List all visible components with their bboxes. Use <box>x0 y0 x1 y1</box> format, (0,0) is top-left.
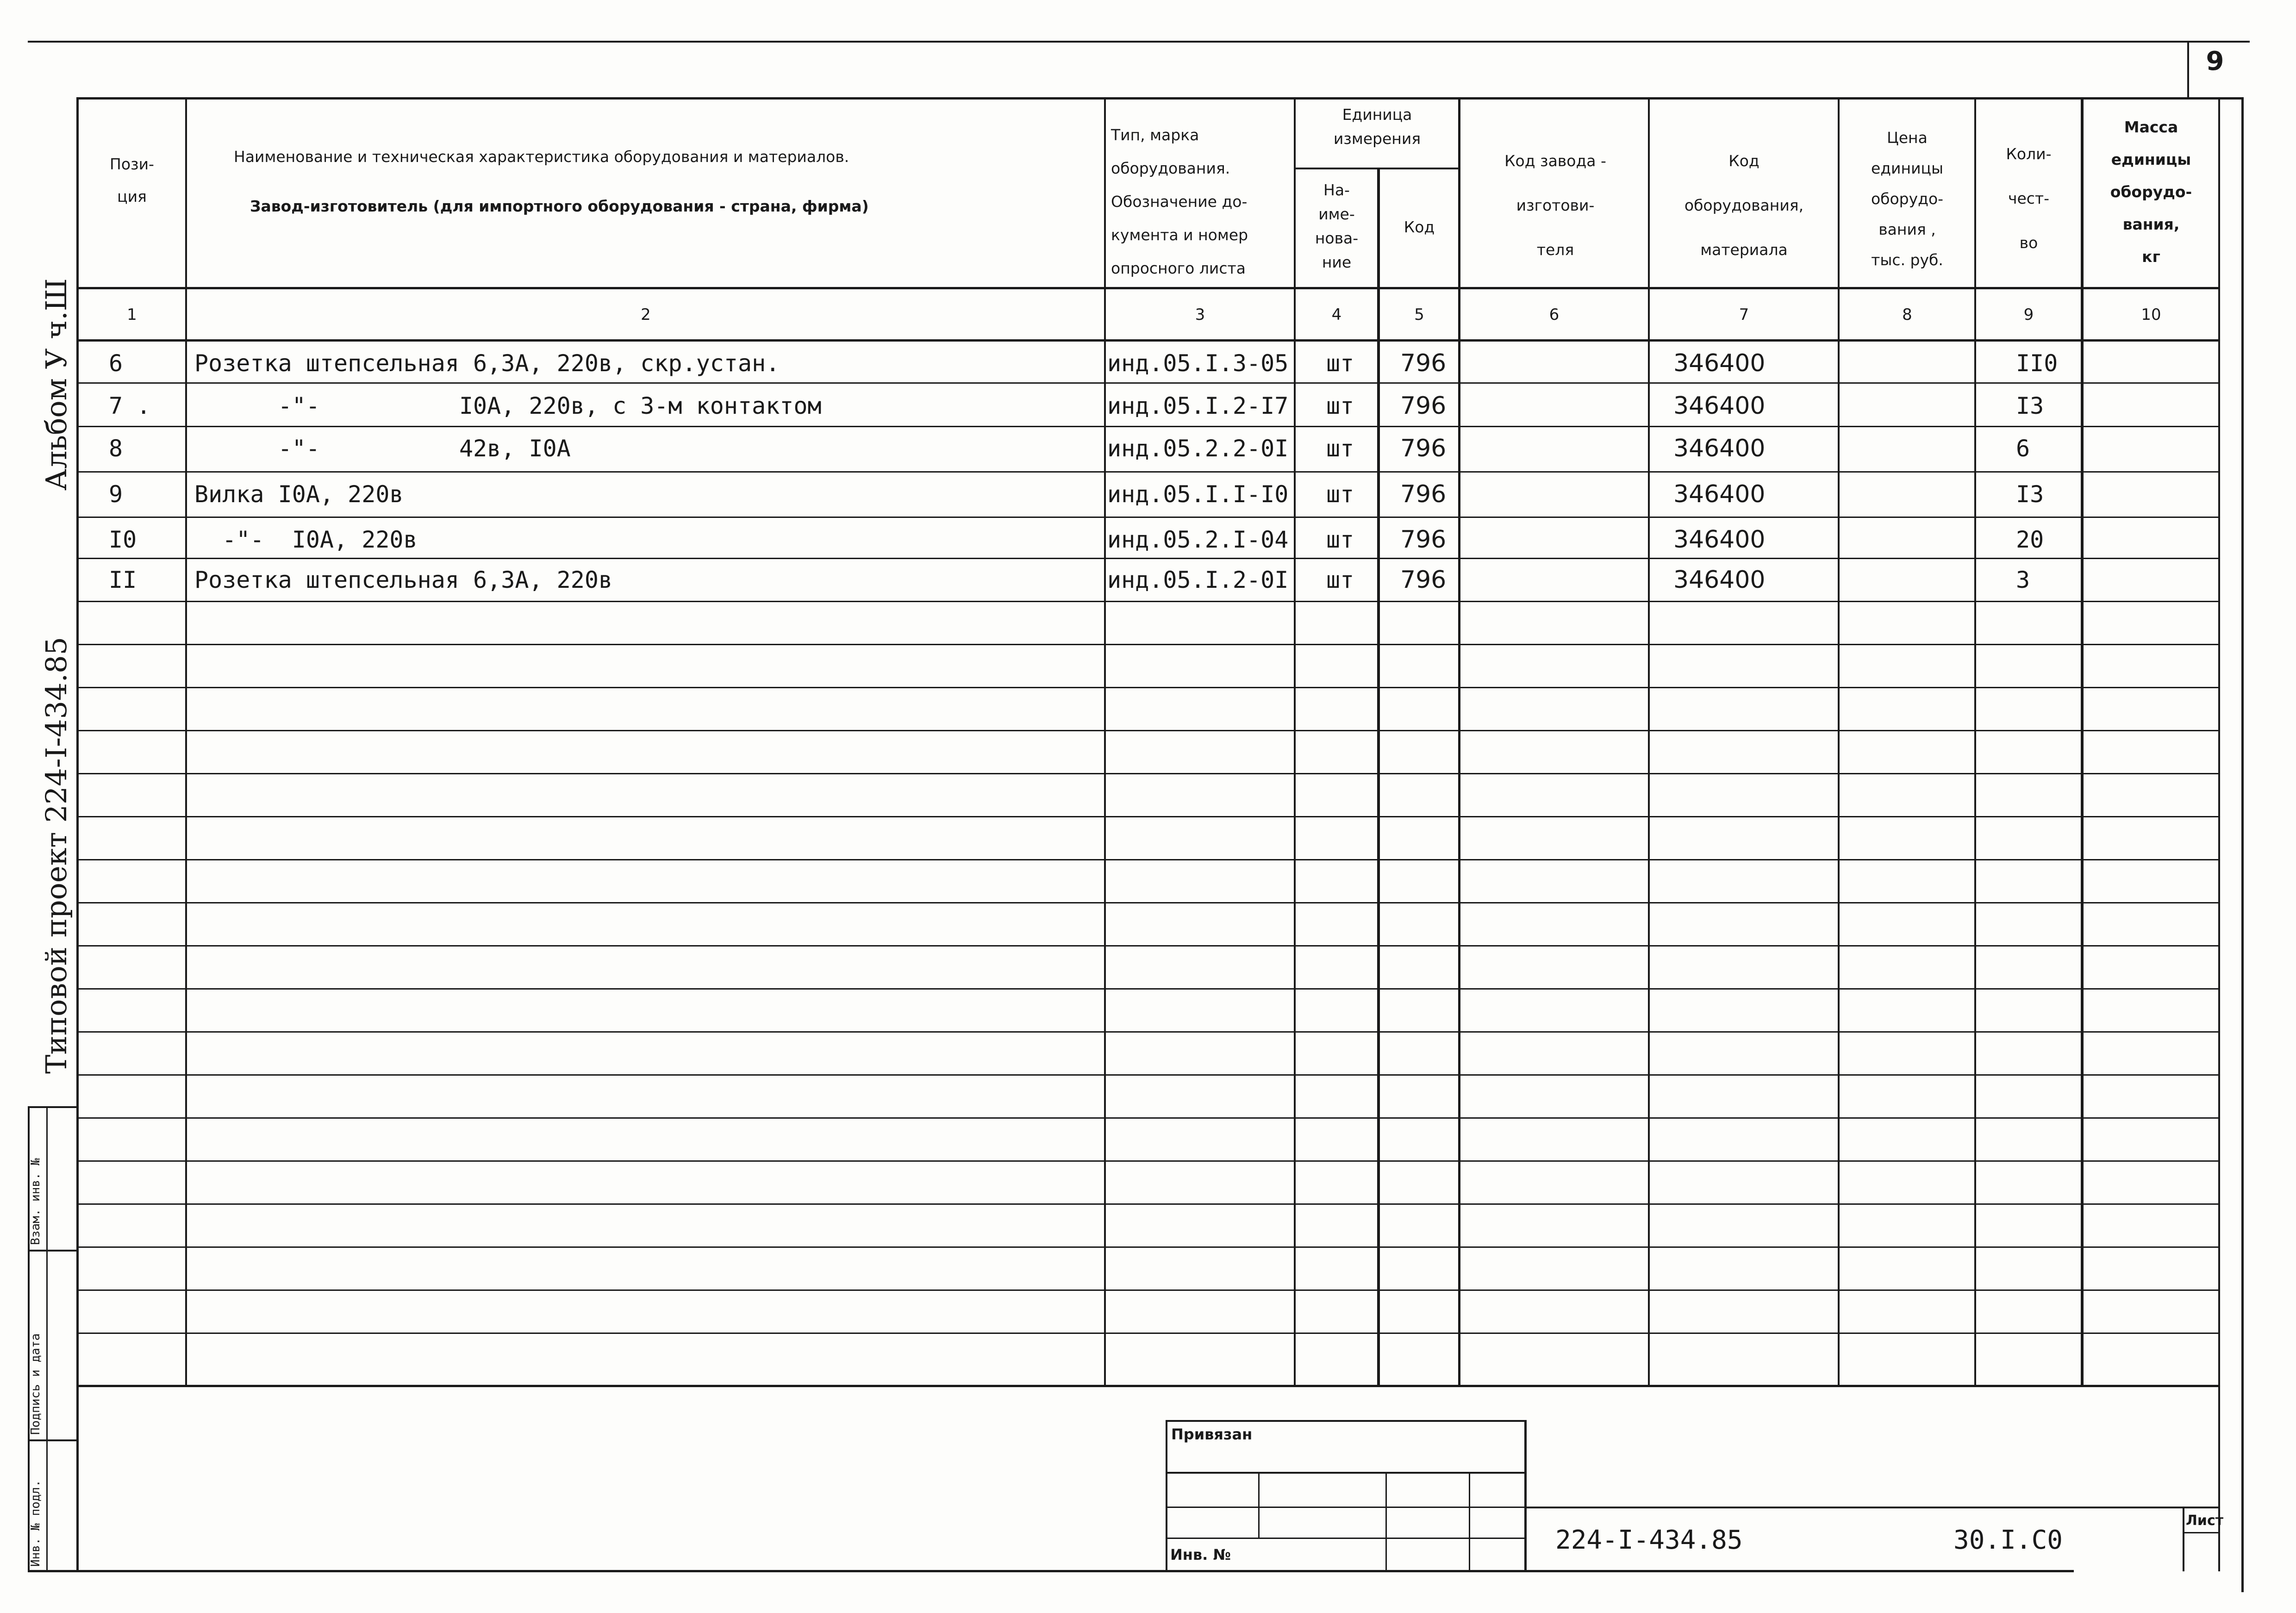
margin-stamp-inventory: Инв. № подл. <box>29 1480 43 1567</box>
title-mark: 30.I.C0 <box>1953 1525 2063 1555</box>
row-line <box>76 1074 2220 1076</box>
row-quantity: II0 <box>2016 350 2058 377</box>
row-position: II <box>109 567 137 593</box>
header-name-line2: Завод-изготовитель (для импортного оборудования - страна, фирма) <box>250 197 869 215</box>
header-quantity: Коли- чест- во <box>2006 145 2052 252</box>
row-unit: шт <box>1326 567 1354 593</box>
tb-line <box>1166 1507 1526 1508</box>
tb-line <box>1524 1420 1527 1571</box>
header-unit-code: Код <box>1404 218 1435 236</box>
tb-line <box>2183 1507 2184 1571</box>
margin-stamp-replace: Взам. инв. № <box>29 1158 43 1245</box>
vline-9 <box>2081 97 2084 1386</box>
row-unit-code: 796 <box>1400 435 1447 462</box>
row-name: -"- I0А, 220в <box>194 526 418 553</box>
margin-stamp-signature: Подпись и дата <box>29 1333 43 1435</box>
row-line <box>76 1160 2220 1162</box>
header-mass: Масса единицы оборудо- вания, кг <box>2110 118 2192 266</box>
title-inv-label: Инв. № <box>1170 1546 1231 1563</box>
row-position: 7 . <box>109 392 151 419</box>
row-line <box>76 471 2220 473</box>
header-name-line1: Наименование и техническая характеристика оборудования и материалов. <box>234 148 849 166</box>
row-line <box>76 1289 2220 1291</box>
header-equipment-code: Код оборудования, материала <box>1684 152 1804 259</box>
row-name: Розетка штепсельная 6,3А, 220в <box>194 567 613 593</box>
column-number: 6 <box>1549 305 1560 324</box>
tb-line <box>1258 1472 1260 1538</box>
margin-box-line <box>28 1439 79 1441</box>
column-number: 10 <box>2141 305 2161 324</box>
table-bottom <box>76 1385 2220 1387</box>
row-quantity: 20 <box>2016 526 2044 553</box>
row-line <box>76 1203 2220 1205</box>
row-line <box>76 859 2220 860</box>
header-unit-group: Единица измерения <box>1333 106 1421 148</box>
row-equipment-code: 346400 <box>1673 349 1766 377</box>
frame-top <box>76 97 2243 100</box>
row-type: инд.05.2.2-0I <box>1107 435 1289 462</box>
row-name: Вилка I0А, 220в <box>194 481 404 508</box>
vline-2 <box>1104 97 1106 1386</box>
row-type: инд.05.I.3-05 <box>1107 350 1289 377</box>
row-line <box>76 730 2220 731</box>
column-number: 7 <box>1739 305 1749 324</box>
column-number: 4 <box>1331 305 1342 324</box>
row-unit-code: 796 <box>1400 566 1447 594</box>
tb-line <box>2183 1532 2220 1533</box>
row-quantity: I3 <box>2016 392 2044 419</box>
row-equipment-code: 346400 <box>1673 526 1766 554</box>
row-type: инд.05.I.2-I7 <box>1107 392 1289 419</box>
row-unit: шт <box>1326 435 1354 462</box>
row-line <box>76 816 2220 817</box>
margin-album: Альбом У ч.Ш <box>39 278 73 491</box>
row-position: I0 <box>109 526 137 553</box>
margin-box-inner <box>46 1106 48 1571</box>
tb-line <box>1166 1420 1526 1422</box>
row-position: 6 <box>109 350 123 377</box>
row-equipment-code: 346400 <box>1673 480 1766 508</box>
top-border <box>28 41 2250 43</box>
column-number: 8 <box>1902 305 1912 324</box>
row-line <box>76 1117 2220 1119</box>
column-number: 3 <box>1195 305 1205 324</box>
row-line <box>76 902 2220 903</box>
header-price: Цена единицы оборудо- вания , тыс. руб. <box>1871 129 1944 269</box>
table-right <box>2218 97 2220 1571</box>
margin-box-line <box>28 1250 79 1252</box>
header-position: Пози- ция <box>110 155 154 206</box>
row-unit-code: 796 <box>1400 480 1447 508</box>
tb-line <box>1166 1472 1526 1474</box>
column-number: 9 <box>2023 305 2034 324</box>
row-line <box>76 1333 2220 1334</box>
margin-box-line <box>28 1106 79 1108</box>
row-position: 9 <box>109 481 123 508</box>
column-number: 5 <box>1414 305 1424 324</box>
sheet-number: 9 <box>2206 46 2224 76</box>
title-doc-number: 224-I-434.85 <box>1555 1525 1743 1555</box>
row-name: Розетка штепсельная 6,3А, 220в, скр.устан. <box>194 350 780 377</box>
row-type: инд.05.I.2-0I <box>1107 567 1289 593</box>
tb-line <box>1469 1472 1470 1571</box>
title-attached-label: Привязан <box>1171 1426 1253 1443</box>
sheet-number-box-left <box>2187 43 2189 98</box>
row-equipment-code: 346400 <box>1673 435 1766 462</box>
row-line <box>76 945 2220 947</box>
vline-7 <box>1838 97 1840 1386</box>
row-line <box>76 988 2220 990</box>
row-line <box>76 644 2220 645</box>
row-equipment-code: 346400 <box>1673 566 1766 594</box>
row-name: -"- I0А, 220в, с 3-м контактом <box>194 392 822 419</box>
row-quantity: I3 <box>2016 481 2044 508</box>
header-unit-name: На- име- нова- ние <box>1315 181 1359 271</box>
unit-group-divider <box>1294 168 1460 169</box>
row-quantity: 3 <box>2016 567 2030 593</box>
row-line <box>76 1246 2220 1248</box>
row-unit: шт <box>1326 350 1354 377</box>
tb-line <box>1166 1420 1167 1571</box>
row-line <box>76 687 2220 688</box>
row-type: инд.05.2.I-04 <box>1107 526 1289 553</box>
row-unit: шт <box>1326 481 1354 508</box>
title-sheet-label: Лист <box>2186 1513 2224 1529</box>
row-unit: шт <box>1326 392 1354 419</box>
margin-project: Типовой проект 224-I-434.85 <box>39 636 73 1074</box>
column-number: 2 <box>641 305 651 324</box>
row-unit-code: 796 <box>1400 392 1447 420</box>
row-line <box>76 601 2220 602</box>
row-name: -"- 42в, I0А <box>194 435 571 462</box>
row-unit: шт <box>1326 526 1354 553</box>
row-position: 8 <box>109 435 123 462</box>
tb-line <box>1526 1507 2220 1508</box>
header-factory-code: Код завода - изготови- теля <box>1504 152 1606 259</box>
row-line <box>76 773 2220 774</box>
frame-right <box>2241 97 2244 1592</box>
row-unit-code: 796 <box>1400 349 1447 377</box>
header-type: Тип, марка оборудования. Обозначение до- кумента и номер опросного листа <box>1111 126 1248 277</box>
column-number: 1 <box>127 305 137 324</box>
frame-bottom <box>28 1570 2074 1572</box>
row-equipment-code: 346400 <box>1673 392 1766 420</box>
tb-line <box>1385 1472 1387 1571</box>
vline-8 <box>1974 97 1976 1386</box>
tb-line <box>1166 1538 1526 1539</box>
row-line <box>76 1031 2220 1033</box>
row-quantity: 6 <box>2016 435 2030 462</box>
row-type: инд.05.I.I-I0 <box>1107 481 1289 508</box>
vline-3 <box>1294 97 1296 1386</box>
vline-1 <box>185 97 187 1386</box>
vline-6 <box>1648 97 1650 1386</box>
row-unit-code: 796 <box>1400 526 1447 554</box>
row-line <box>76 517 2220 518</box>
